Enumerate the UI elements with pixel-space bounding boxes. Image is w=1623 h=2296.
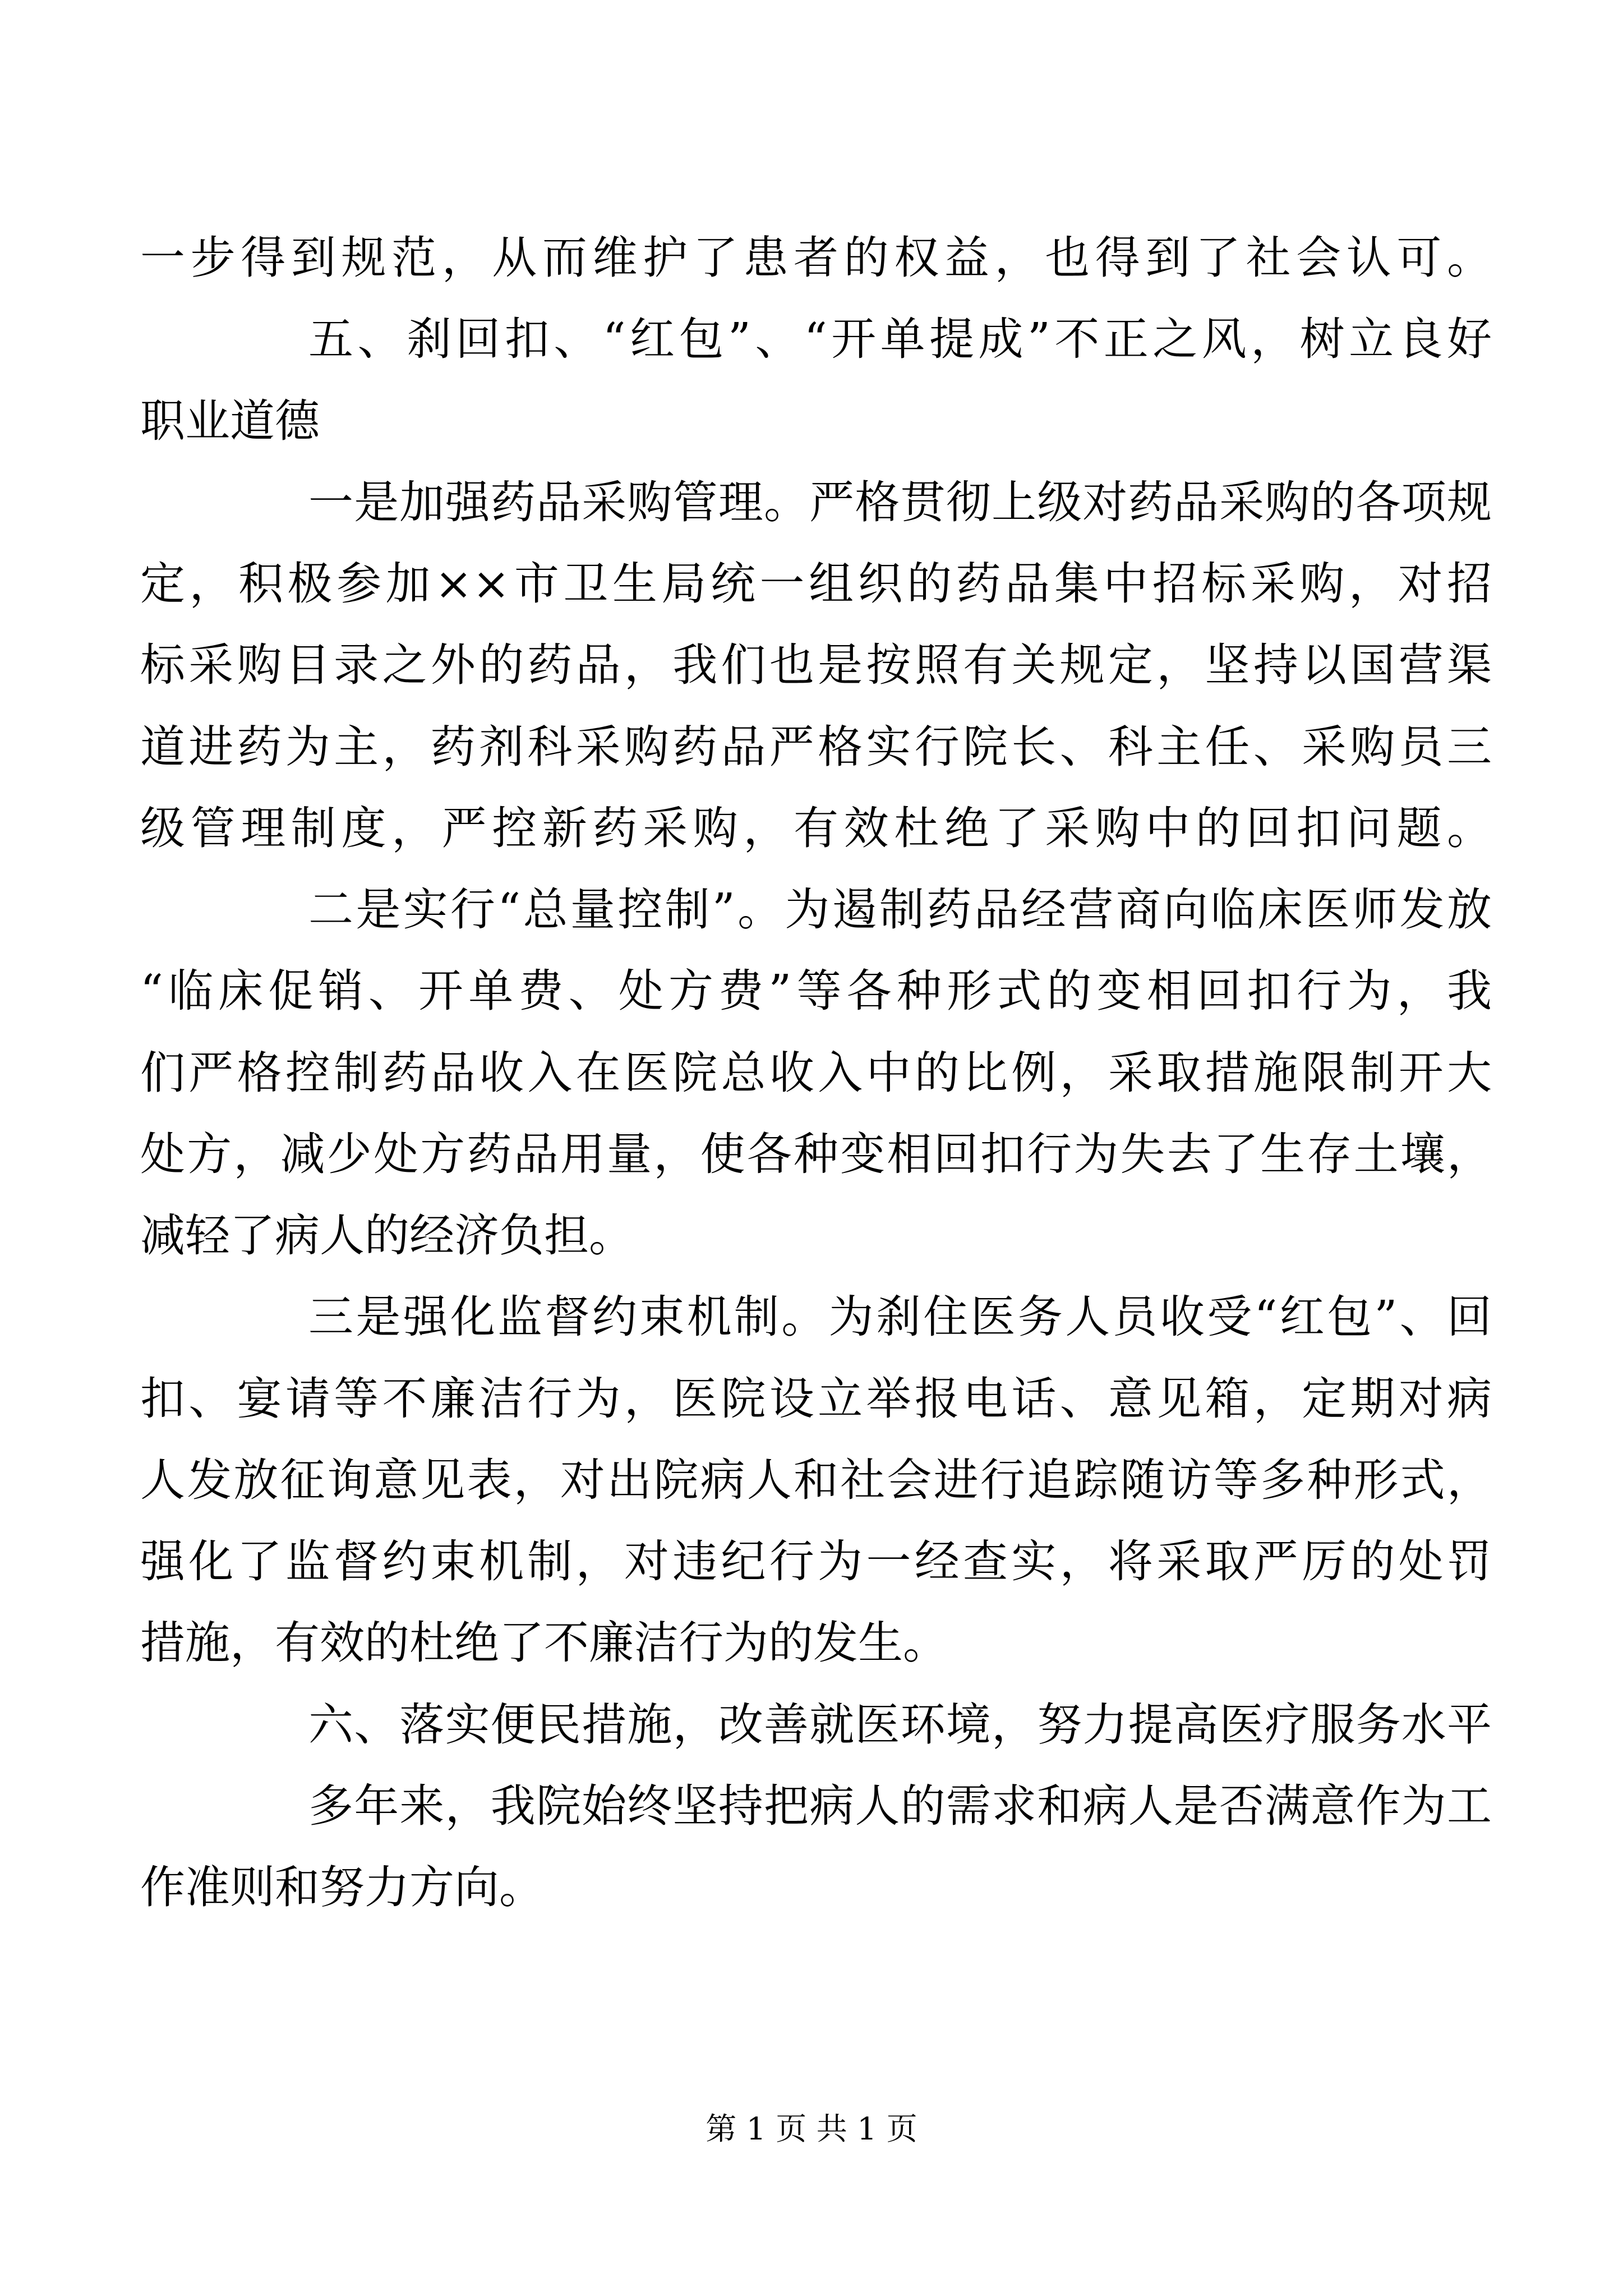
paragraph-line [0, 705, 1623, 789]
paragraph-line [0, 542, 1623, 626]
line-text: 级管理制度，严控新药采购，有效杜绝了采购中的回扣问题。 [140, 802, 1492, 854]
section-heading-line [0, 297, 1623, 381]
line-text: 人发放征询意见表，对出院病人和社会进行追踪随访等多种形式， [140, 1454, 1492, 1506]
paragraph-line [0, 1031, 1623, 1115]
line-text: 措施，有效的杜绝了不廉洁行为的发生。 [140, 1617, 948, 1669]
paragraph-line [0, 1438, 1623, 1522]
page-footer [0, 2104, 1623, 2154]
line-text: 一是加强药品采购管理。严格贯彻上级对药品采购的各项规 [308, 476, 1492, 528]
line-text: 职业道德 [140, 395, 320, 447]
line-text: 处方，减少处方药品用量，使各种变相回扣行为失去了生存土壤， [140, 1128, 1492, 1180]
paragraph-line [0, 949, 1623, 1033]
line-text: 作准则和努力方向。 [140, 1861, 544, 1913]
line-text: 一步得到规范，从而维护了患者的权益，也得到了社会认可。 [140, 232, 1492, 284]
line-text: 二是实行“总量控制”。为遏制药品经营商向临床医师发放 [308, 884, 1492, 936]
paragraph-line [0, 623, 1623, 707]
paragraph-line [0, 1275, 1623, 1359]
line-text: “临床促销、开单费、处方费”等各种形式的变相回扣行为，我 [140, 965, 1492, 1017]
line-text: 六、落实便民措施，改善就医环境，努力提高医疗服务水平 [308, 1699, 1492, 1751]
section-heading-line [0, 379, 1623, 463]
paragraph-line [0, 868, 1623, 952]
paragraph-line [0, 1764, 1623, 1848]
paragraph-line [0, 461, 1623, 545]
line-text: 减轻了病人的经济负担。 [140, 1209, 634, 1262]
line-text: 扣、宴请等不廉洁行为，医院设立举报电话、意见箱，定期对病 [140, 1373, 1492, 1425]
line-text: 标采购目录之外的药品，我们也是按照有关规定，坚持以国营渠 [140, 639, 1492, 691]
page-number: 第 1 页 共 1 页 [706, 2111, 917, 2147]
line-text: 道进药为主，药剂科采购药品严格实行院长、科主任、采购员三 [140, 721, 1492, 773]
paragraph-line [0, 1112, 1623, 1197]
paragraph-line [0, 1520, 1623, 1604]
line-text: 们严格控制药品收入在医院总收入中的比例，采取措施限制开大 [140, 1047, 1492, 1099]
line-text: 定，积极参加××市卫生局统一组织的药品集中招标采购，对招 [140, 558, 1492, 610]
line-text: 三是强化监督约束机制。为刹住医务人员收受“红包”、回 [308, 1291, 1492, 1343]
paragraph-line [0, 786, 1623, 871]
line-text: 五、刹回扣、“红包”、“开单提成”不正之风，树立良好 [308, 313, 1492, 365]
paragraph-line [0, 216, 1623, 300]
section-heading-line [0, 1683, 1623, 1767]
line-text: 强化了监督约束机制，对违纪行为一经查实，将采取严厉的处罚 [140, 1535, 1492, 1588]
paragraph-line [0, 1357, 1623, 1441]
paragraph-line [0, 1846, 1623, 1930]
line-text: 多年来，我院始终坚持把病人的需求和病人是否满意作为工 [308, 1780, 1492, 1832]
paragraph-line [0, 1601, 1623, 1685]
paragraph-line [0, 1194, 1623, 1278]
